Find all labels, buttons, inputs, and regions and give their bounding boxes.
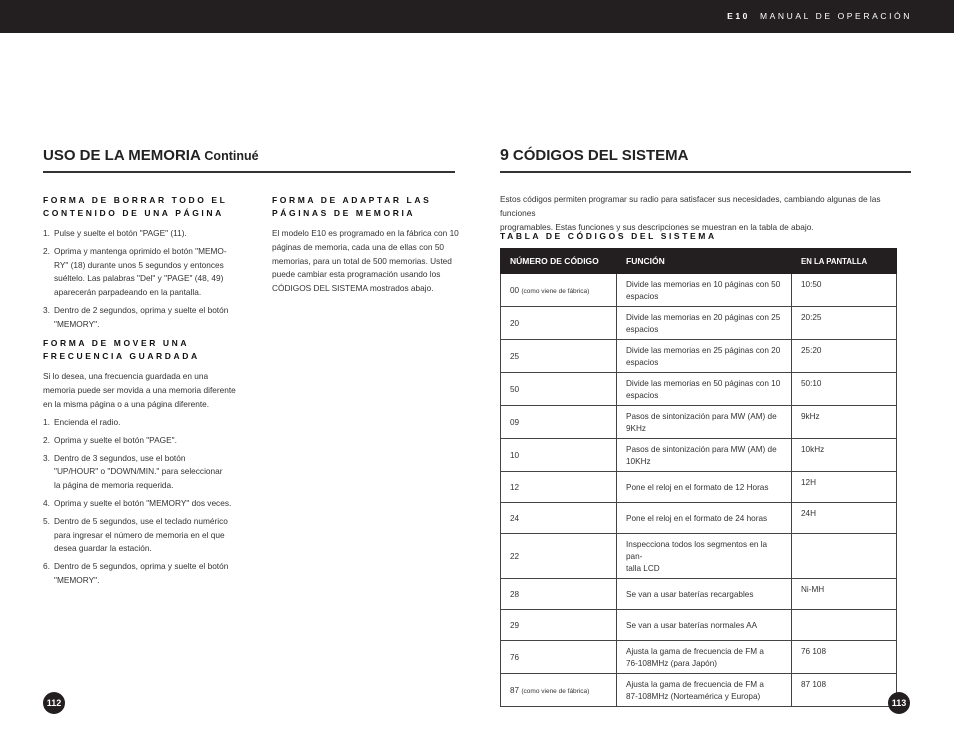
page-number-right: 113 [888, 692, 910, 714]
function-text: Ajusta la gama de frecuencia de FM a [626, 680, 764, 689]
intro-line: programables. Estas funciones y sus descripciones se muestran en la tabla de abajo. [500, 221, 814, 232]
list-item [43, 452, 243, 493]
step-text: la página de memoria requerida. [54, 480, 174, 491]
factory-note: (como viene de fábrica) [521, 687, 590, 695]
codes-intro [500, 193, 912, 234]
function-text: Inspecciona todos los segmentos en la pan- [626, 540, 768, 561]
move-frequency-title-l1: FORMA DE MOVER UNA [43, 338, 190, 348]
right-section-heading [500, 147, 688, 165]
function-cell [617, 439, 792, 472]
function-cell [617, 340, 792, 373]
code-cell [501, 373, 617, 406]
table-row [501, 373, 897, 406]
code-cell [501, 307, 617, 340]
code-cell [501, 674, 617, 707]
table-header-row [501, 249, 897, 274]
code-value: 28 [510, 590, 520, 599]
display-cell [792, 439, 897, 472]
code-value: 87 [510, 685, 520, 695]
code-value: 09 [510, 418, 520, 427]
code-cell [501, 406, 617, 439]
table-row [501, 406, 897, 439]
table-row [501, 534, 897, 579]
step-text: Dentro de 5 segundos, oprima y suelte el botón [54, 561, 229, 572]
right-heading-text: CÓDIGOS DEL SISTEMA [512, 147, 689, 164]
code-cell [501, 610, 617, 641]
adapt-pages-body [272, 227, 462, 296]
header-bar [0, 0, 954, 33]
adapt-pages-title [272, 194, 431, 220]
function-cell [617, 373, 792, 406]
left-section-heading [43, 147, 259, 164]
factory-note: (como viene de fábrica) [521, 287, 590, 295]
step-text: RY" (18) durante unos 5 segundos y entonces [54, 259, 224, 270]
step-text: "MEMORY". [54, 318, 100, 329]
step-text: Oprima y mantenga oprimido el botón "MEMO- [54, 245, 227, 256]
code-cell [501, 340, 617, 373]
body-line: El modelo E10 es programado en la fábrica con 10 [272, 228, 459, 238]
function-text: Divide las memorias en 25 páginas con 20 [626, 346, 781, 355]
function-cell [617, 274, 792, 307]
list-item [43, 245, 243, 300]
display-value: 76 108 [801, 647, 827, 656]
step-text: desea guardar la estación. [54, 543, 152, 554]
display-cell [792, 472, 897, 503]
step-text: Encienda el radio. [54, 417, 121, 427]
body-line: puede cambiar esta programación usando los [272, 269, 441, 280]
move-frequency-steps [43, 416, 243, 592]
display-cell [792, 406, 897, 439]
adapt-pages-title-l1: FORMA DE ADAPTAR LAS [272, 195, 432, 205]
code-value: 29 [510, 621, 520, 630]
function-text: Pone el reloj en el formato de 12 Horas [626, 483, 769, 492]
display-value: 10:50 [801, 280, 822, 289]
display-cell [792, 274, 897, 307]
function-text: espacios [626, 391, 659, 400]
display-cell [792, 610, 897, 641]
left-heading-sub: Continué [204, 149, 259, 163]
table-row [501, 641, 897, 674]
function-cell [617, 472, 792, 503]
step-text: Dentro de 3 segundos, use el botón [54, 452, 186, 463]
function-text: espacios [626, 325, 659, 334]
display-value: 12H [801, 478, 817, 487]
code-value: 10 [510, 451, 520, 460]
code-value: 50 [510, 385, 520, 394]
table-row [501, 674, 897, 707]
intro-line: Si lo desea, una frecuencia guardada en una [43, 371, 209, 381]
list-item [43, 560, 243, 588]
function-cell [617, 503, 792, 534]
display-value: 50:10 [801, 379, 822, 388]
table-body [501, 274, 897, 707]
step-text: Oprima y suelte el botón "MEMORY" dos veces. [54, 497, 232, 508]
function-text: talla LCD [626, 564, 660, 573]
step-text: suéltelo. Las palabras "Del" y "PAGE" (48, 49) [54, 273, 224, 284]
move-frequency-intro [43, 370, 243, 411]
adapt-pages-title-l2: PÁGINAS DE MEMORIA [272, 208, 416, 218]
step-text: Dentro de 5 segundos, use el teclado numérico [54, 515, 228, 526]
code-cell [501, 439, 617, 472]
intro-line: memoria puede ser movida a una memoria diferente [43, 384, 236, 395]
table-row [501, 307, 897, 340]
manual-title [727, 11, 912, 21]
code-value: 20 [510, 319, 520, 328]
code-cell [501, 641, 617, 674]
function-text: Divide las memorias en 20 páginas con 25 [626, 313, 781, 322]
display-value: Ni-MH [801, 585, 825, 594]
function-text: Ajusta la gama de frecuencia de FM a [626, 647, 764, 656]
step-number: 5. [43, 515, 50, 526]
manual-title-text: MANUAL DE OPERACIÓN [759, 11, 912, 21]
display-cell [792, 373, 897, 406]
code-cell [501, 579, 617, 610]
display-value: 9kHz [801, 412, 820, 421]
function-text: Se van a usar baterías normales AA [626, 621, 758, 630]
display-value: 10kHz [801, 445, 825, 454]
table-row [501, 274, 897, 307]
right-heading-rule [500, 171, 911, 173]
step-text: Oprima y suelte el botón "PAGE". [54, 434, 177, 445]
col-header-function: FUNCIÓN [617, 249, 792, 274]
step-text: "UP/HOUR" o "DOWN/MIN." para seleccionar [54, 466, 223, 477]
list-item [43, 416, 243, 430]
function-cell [617, 610, 792, 641]
code-value: 25 [510, 352, 520, 361]
list-item [43, 497, 243, 511]
function-text: Divide las memorias en 50 páginas con 10 [626, 379, 781, 388]
intro-line: Estos códigos permiten programar su radio para satisfacer sus necesidades, cambiando algunas de las funciones [500, 194, 881, 218]
intro-line: en la misma página o a una página diferente. [43, 398, 210, 409]
table-row [501, 503, 897, 534]
function-text: 76-108MHz (para Japón) [626, 659, 718, 668]
function-cell [617, 406, 792, 439]
function-text: espacios [626, 358, 659, 367]
left-heading-rule [43, 171, 455, 173]
function-cell [617, 534, 792, 579]
code-value: 24 [510, 514, 520, 523]
page-number-left: 112 [43, 692, 65, 714]
model-name: E10 [727, 11, 750, 21]
step-text: Dentro de 2 segundos, oprima y suelte el botón [54, 304, 229, 315]
step-number: 2. [43, 245, 50, 256]
body-line: CÓDIGOS DEL SISTEMA mostrados abajo. [272, 283, 434, 294]
display-cell [792, 534, 897, 579]
display-cell [792, 674, 897, 707]
body-line: páginas de memoria, cada una de ellas con 50 [272, 241, 445, 252]
function-cell [617, 641, 792, 674]
table-row [501, 439, 897, 472]
display-cell [792, 340, 897, 373]
function-cell [617, 674, 792, 707]
function-text: espacios [626, 292, 659, 301]
table-row [501, 579, 897, 610]
codes-table-title: TABLA DE CÓDIGOS DEL SISTEMA [500, 231, 717, 241]
code-cell [501, 503, 617, 534]
erase-page-steps [43, 227, 243, 336]
step-number: 1. [43, 228, 50, 238]
erase-page-title [43, 194, 227, 220]
function-text: Pasos de sintonización para MW (AM) de [626, 445, 777, 454]
code-cell [501, 472, 617, 503]
step-text: para ingresar el número de memoria en el que [54, 529, 225, 540]
function-text: Pone el reloj en el formato de 24 horas [626, 514, 768, 523]
display-value: 24H [801, 509, 817, 518]
code-value: 22 [510, 552, 520, 561]
erase-page-title-l2: CONTENIDO DE UNA PÁGINA [43, 208, 224, 218]
step-number: 6. [43, 561, 50, 572]
display-value: 87 108 [801, 680, 827, 689]
display-cell [792, 641, 897, 674]
step-text: Pulse y suelte el botón "PAGE" (11). [54, 228, 187, 238]
left-heading-text: USO DE LA MEMORIA [43, 147, 201, 164]
code-cell [501, 534, 617, 579]
list-item [43, 304, 243, 332]
display-cell [792, 503, 897, 534]
code-value: 76 [510, 653, 520, 662]
col-header-code: NÚMERO DE CÓDIGO [501, 249, 617, 274]
function-cell [617, 307, 792, 340]
code-value: 12 [510, 483, 520, 492]
system-codes-table [500, 248, 897, 707]
code-value: 00 [510, 285, 520, 295]
table-row [501, 340, 897, 373]
function-text: Divide las memorias en 10 páginas con 50 [626, 280, 781, 289]
col-header-display: EN LA PANTALLA [792, 249, 897, 274]
step-number: 3. [43, 452, 50, 463]
display-cell [792, 579, 897, 610]
erase-page-title-l1: FORMA DE BORRAR TODO EL [43, 195, 228, 205]
move-frequency-title [43, 337, 200, 363]
step-number: 2. [43, 434, 50, 445]
table-row [501, 610, 897, 641]
list-item [43, 434, 243, 448]
list-item [43, 515, 243, 556]
move-frequency-title-l2: FRECUENCIA GUARDADA [43, 351, 200, 361]
step-number: 3. [43, 304, 50, 315]
step-text: "MEMORY". [54, 574, 100, 585]
code-cell [501, 274, 617, 307]
step-text: aparecerán parpadeando en la pantalla. [54, 287, 202, 298]
display-cell [792, 307, 897, 340]
display-value: 20:25 [801, 313, 822, 322]
list-item [43, 227, 243, 241]
function-text: Pasos de sintonización para MW (AM) de [626, 412, 777, 421]
step-number: 1. [43, 417, 50, 427]
function-text: 10KHz [626, 457, 651, 466]
body-line: memorias, para un total de 500 memorias. Usted [272, 255, 452, 266]
step-number: 4. [43, 497, 50, 508]
function-text: 87-108MHz (Norteamérica y Europa) [626, 692, 761, 701]
chapter-number: 9 [500, 147, 509, 164]
table-row [501, 472, 897, 503]
function-text: 9KHz [626, 424, 647, 433]
function-cell [617, 579, 792, 610]
display-value: 25:20 [801, 346, 822, 355]
function-text: Se van a usar baterías recargables [626, 590, 754, 599]
